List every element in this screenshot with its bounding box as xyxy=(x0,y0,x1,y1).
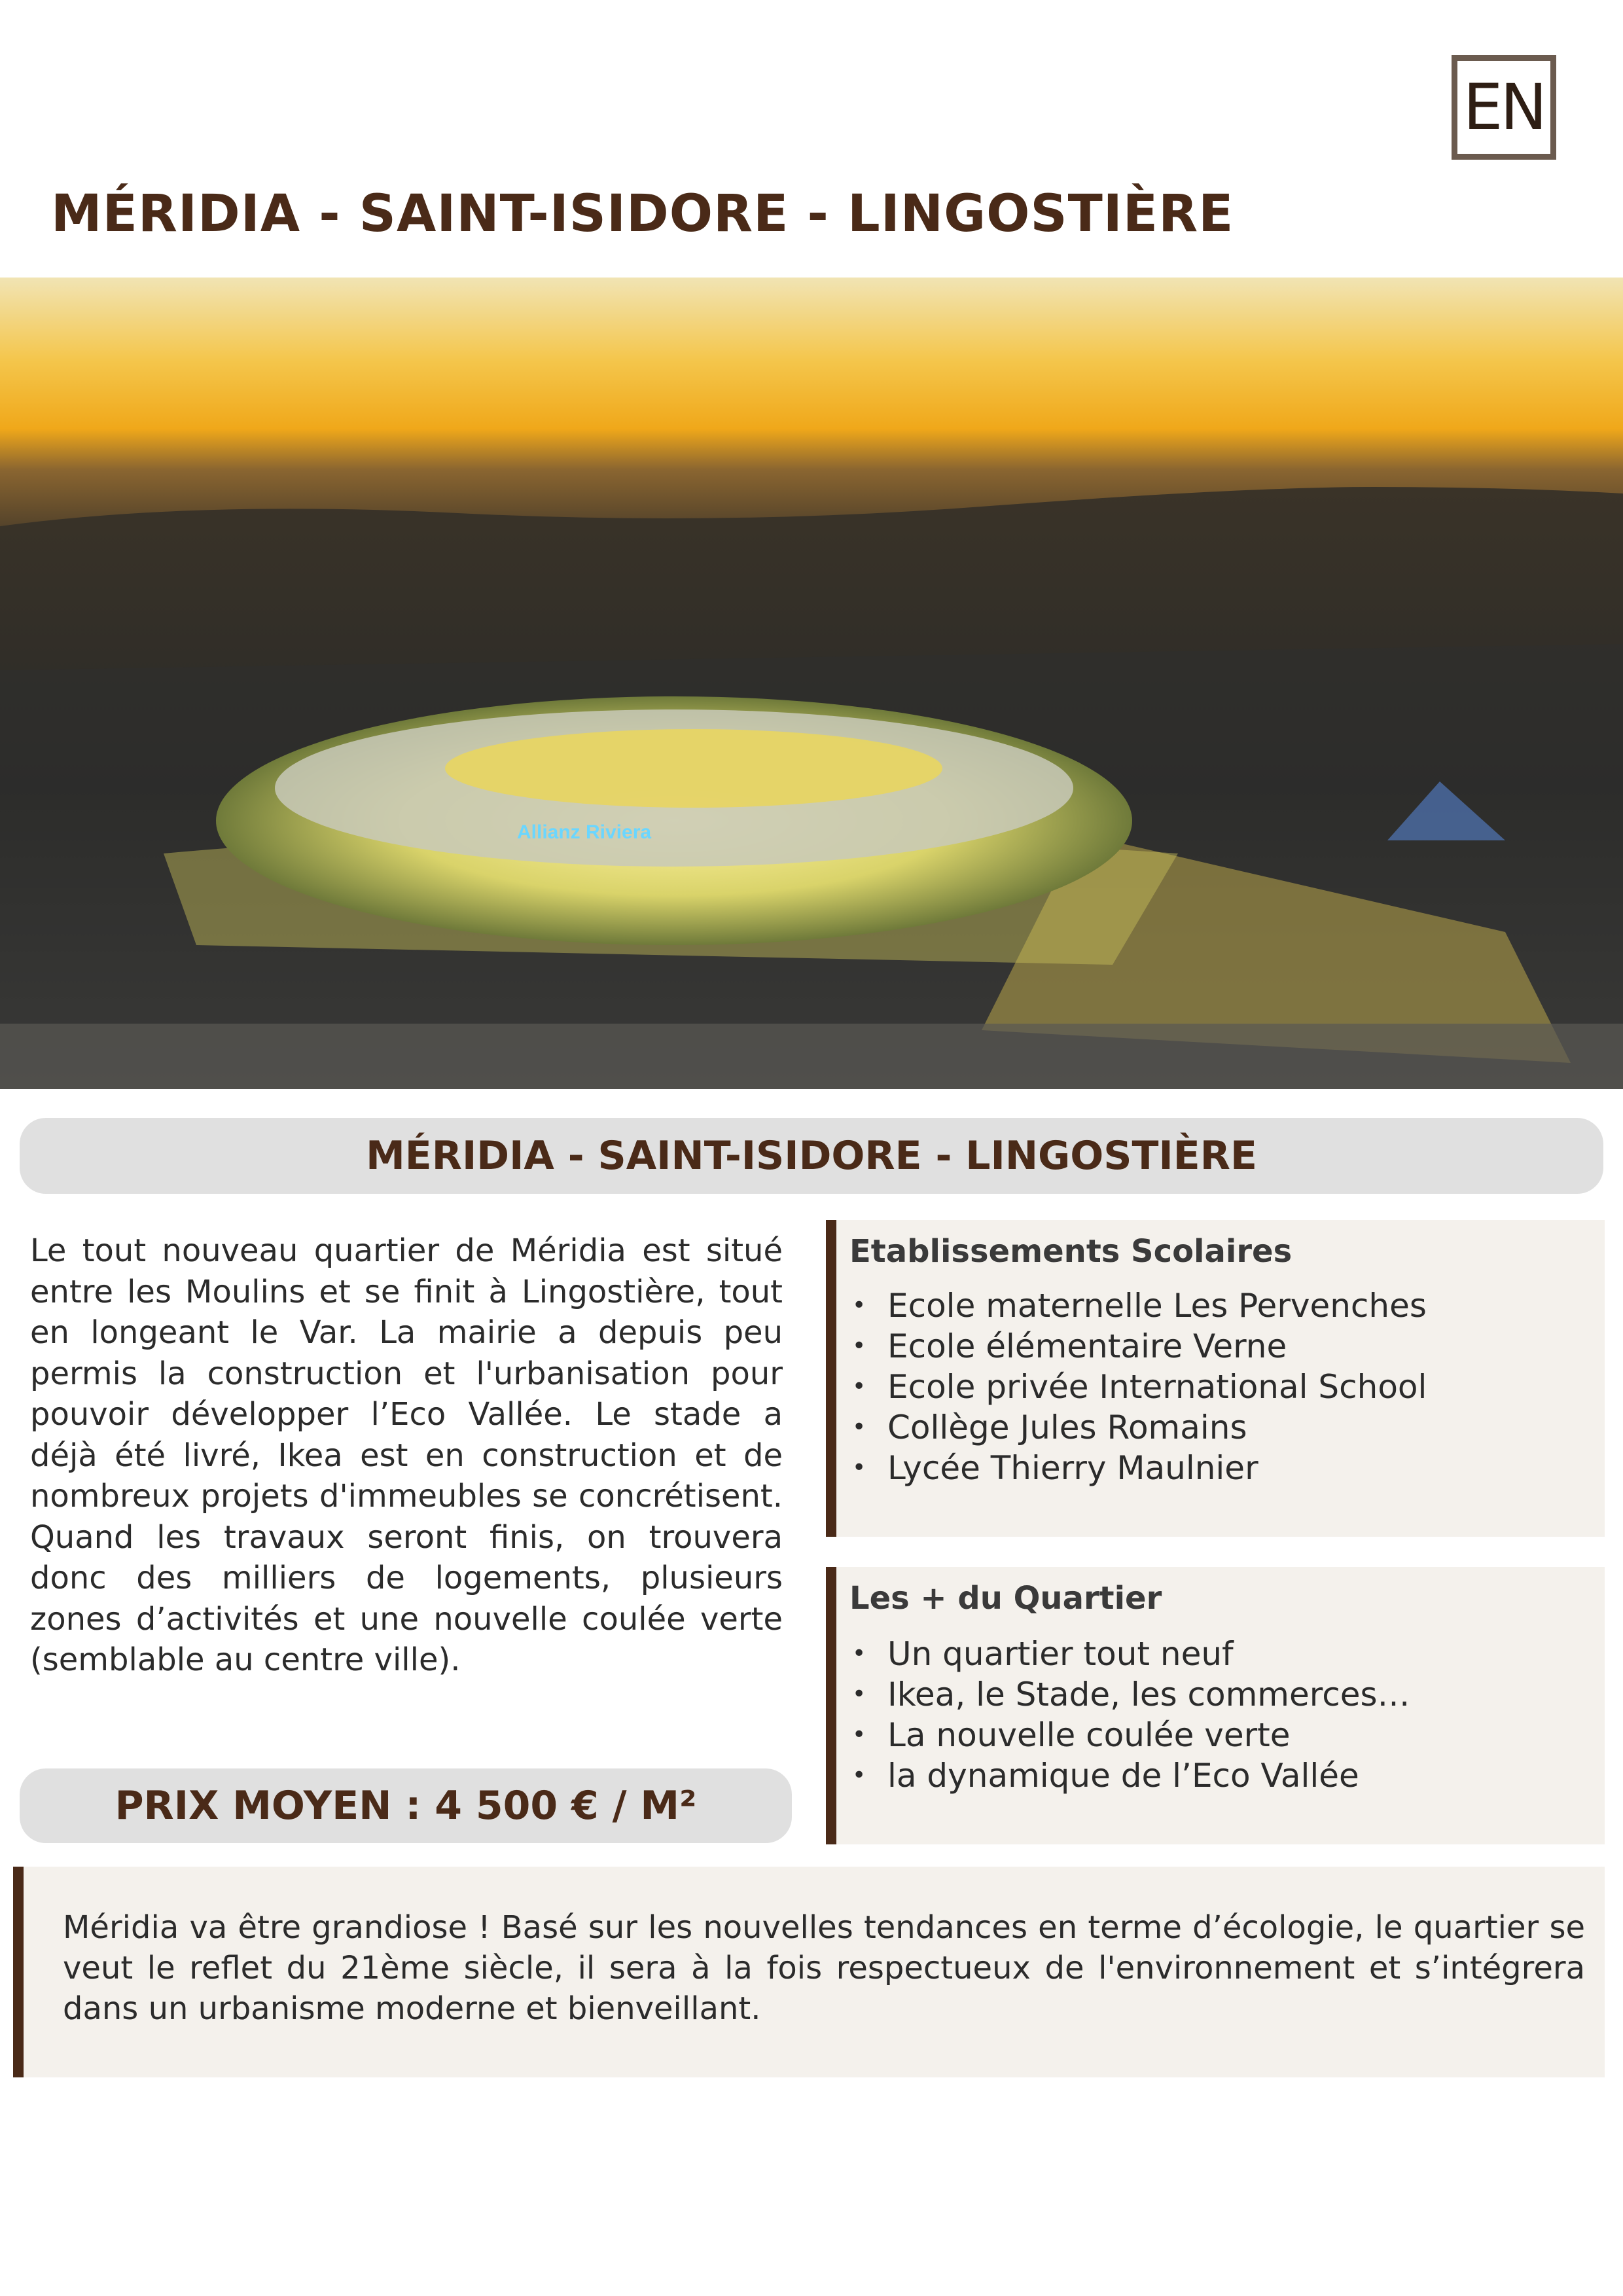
section-banner: MÉRIDIA - SAINT-ISIDORE - LINGOSTIÈRE xyxy=(20,1118,1603,1194)
bullet-icon: • xyxy=(852,1333,866,1359)
list-item: • Ecole privée International School xyxy=(852,1368,1427,1406)
bullet-icon: • xyxy=(852,1681,866,1708)
perks-list xyxy=(852,1634,1410,1796)
price-badge: PRIX MOYEN : 4 500 € / M² xyxy=(20,1768,792,1843)
list-item: • Collège Jules Romains xyxy=(852,1408,1247,1446)
list-item: • la dynamique de l’Eco Vallée xyxy=(852,1757,1359,1795)
logo: EN xyxy=(1452,55,1556,160)
list-item: • Ecole maternelle Les Pervenches xyxy=(852,1287,1427,1325)
bullet-icon: • xyxy=(852,1721,866,1748)
bullet-icon: • xyxy=(852,1640,866,1667)
list-item: • Ecole élémentaire Verne xyxy=(852,1327,1287,1365)
bullet-icon: • xyxy=(852,1762,866,1789)
schools-title: Etablissements Scolaires xyxy=(849,1233,1293,1270)
list-item: • Un quartier tout neuf xyxy=(852,1635,1234,1673)
schools-box xyxy=(826,1220,1605,1537)
intro-paragraph: Le tout nouveau quartier de Méridia est situé entre les Moulins et se finit à Lingostière, tout en longeant le Var. La mairie a depuis peu permis la construction et l'urbanisation pour pouvoir développer l’Eco Vallée. Le stade a déjà été livré, Ikea est en construction et de nombreux projets d'immeubles se concrétisent. Quand les travaux seront finis, on trouvera donc des milliers de logements, plusieurs zones d’activités et une nouvelle coulée verte (semblable au centre ville). xyxy=(30,1232,783,1678)
list-item: • Ikea, le Stade, les commerces… xyxy=(852,1676,1410,1713)
perks-box xyxy=(826,1567,1605,1844)
hero-stadium-photo xyxy=(0,278,1623,1089)
list-item: • Lycée Thierry Maulnier xyxy=(852,1449,1258,1487)
summary-paragraph: Méridia va être grandiose ! Basé sur les nouvelles tendances en terme d’écologie, le quartier se veut le reflet du 21ème siècle, il sera à la fois respectueux de l'environnement et s’intégrera dans un urbanisme moderne et bienveillant. xyxy=(63,1909,1585,2027)
page-title: MÉRIDIA - SAINT-ISIDORE - LINGOSTIÈRE xyxy=(51,185,1234,243)
bullet-icon: • xyxy=(852,1454,866,1481)
schools-list xyxy=(852,1285,1427,1488)
bullet-icon: • xyxy=(852,1292,866,1319)
perks-title: Les + du Quartier xyxy=(849,1580,1162,1617)
list-item: • La nouvelle coulée verte xyxy=(852,1716,1291,1754)
summary-box xyxy=(13,1867,1605,2077)
bullet-icon: • xyxy=(852,1373,866,1400)
bullet-icon: • xyxy=(852,1414,866,1441)
stadium-sign: Allianz Riviera xyxy=(517,821,652,843)
